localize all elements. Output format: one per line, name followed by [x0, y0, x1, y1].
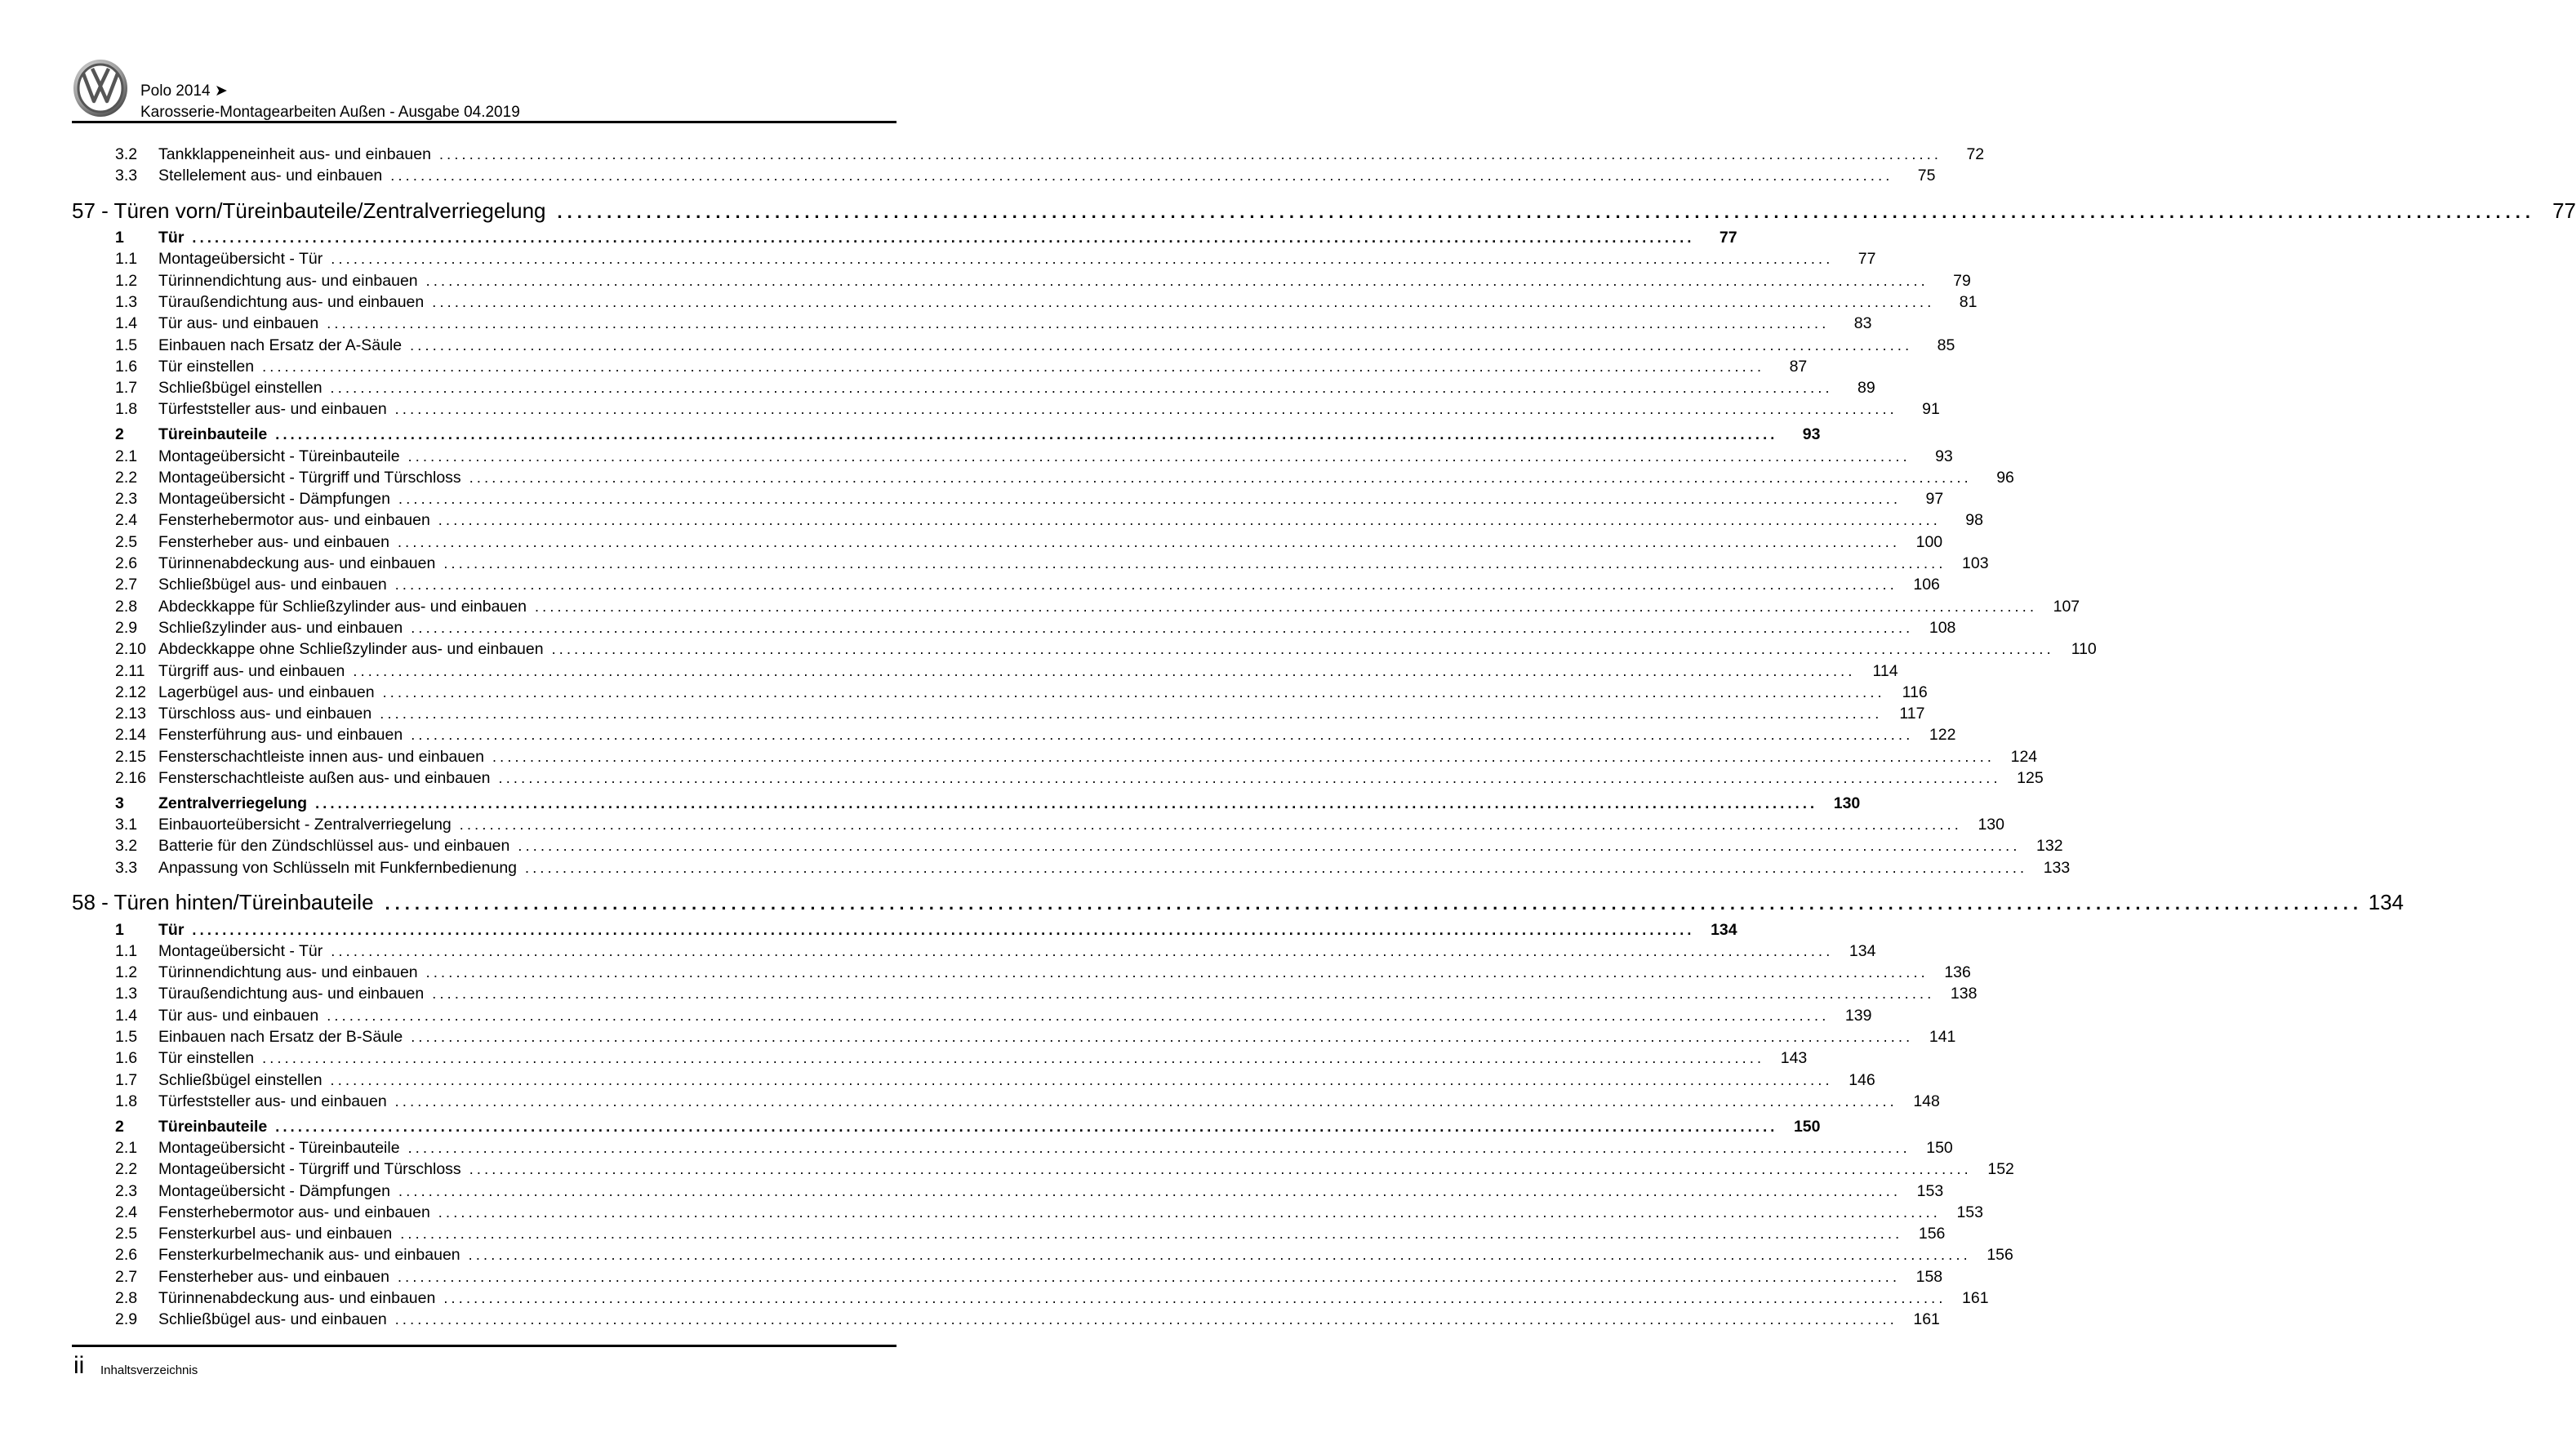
toc-section[interactable] [72, 424, 1821, 445]
toc-entry[interactable] [72, 1047, 1808, 1069]
toc-page-number: 114 [1872, 661, 1898, 680]
toc-page-number: 83 [1853, 314, 1872, 333]
toc-page-number: 156 [1918, 1225, 1946, 1243]
toc-entry[interactable] [72, 553, 1989, 574]
toc-title: Türaußendichtung aus- und einbauen [158, 985, 425, 1003]
toc-entry[interactable] [72, 703, 1925, 724]
toc-entry[interactable] [72, 165, 1936, 186]
toc-title: Fensterkurbel aus- und einbauen [158, 1225, 393, 1243]
dot-leader: ........................................................................................................................................................................................................ [551, 641, 2054, 658]
toc-number: 3.3 [115, 858, 138, 877]
toc-page-number: 77 [1857, 250, 1876, 269]
toc-entry[interactable] [72, 144, 1985, 165]
toc-entry[interactable] [72, 1309, 1940, 1330]
toc-entry[interactable] [72, 488, 1944, 509]
dot-leader: ........................................................................................................................................................................................................ [331, 942, 1834, 959]
toc-title: Tür aus- und einbauen [158, 314, 319, 333]
document-title: Polo 2014 ➤ [140, 82, 228, 100]
toc-page-number: 132 [2036, 837, 2063, 856]
toc-page-number: 116 [1902, 683, 1928, 701]
dot-leader: ........................................................................................................................................................................................................ [385, 893, 2364, 914]
toc-page-number: 96 [1996, 468, 2014, 487]
toc-title: Montageübersicht - Türeinbauteile [158, 447, 400, 465]
dot-leader: ........................................................................................................................................................................................................ [432, 293, 1935, 310]
dot-leader: ........................................................................................................................................................................................................ [398, 491, 1902, 508]
toc-entry[interactable] [72, 660, 1898, 682]
dot-leader: ........................................................................................................................................................................................................ [468, 1247, 1971, 1264]
toc-title: Türinnenabdeckung aus- und einbauen [158, 554, 436, 573]
toc-title: Abdeckkappe ohne Schließzylinder aus- und einbauen [158, 640, 544, 659]
footer-divider [72, 1345, 896, 1347]
toc-number: 2.7 [115, 576, 138, 594]
toc-entry[interactable] [72, 1287, 1989, 1309]
toc-title: Türinnendichtung aus- und einbauen [158, 271, 418, 290]
toc-entry[interactable] [72, 1202, 1983, 1223]
toc-page-number: 117 [1899, 705, 1925, 723]
toc-number: 2.8 [115, 1289, 138, 1308]
dot-leader: ........................................................................................................................................................................................................ [331, 251, 1834, 268]
toc-page-number: 72 [1966, 145, 1985, 163]
toc-number: 1.6 [115, 1049, 138, 1068]
toc-page-number: 146 [1849, 1070, 1875, 1089]
toc-entry[interactable] [72, 1070, 1875, 1091]
toc-entry[interactable] [72, 248, 1876, 269]
dot-leader: ........................................................................................................................................................................................................ [380, 705, 1883, 723]
toc-entry[interactable] [72, 270, 1971, 291]
toc-entry[interactable] [72, 1266, 1943, 1287]
toc-entry[interactable] [72, 398, 1940, 420]
toc-page-number: 143 [1780, 1049, 1808, 1068]
toc-entry[interactable] [72, 983, 1978, 1004]
toc-title: Montageübersicht - Tür [158, 250, 323, 269]
dot-leader: ........................................................................................................................................................................................................ [330, 1071, 1833, 1088]
toc-page-number: 130 [1978, 816, 2004, 834]
toc-page-number: 133 [2043, 858, 2071, 877]
toc-page-number: 138 [1950, 985, 1978, 1003]
toc-number: 2.13 [115, 705, 146, 723]
dot-leader: ........................................................................................................................................................................................................ [425, 964, 1929, 981]
toc-number: 3.2 [115, 837, 138, 856]
toc-page-number: 130 [1833, 794, 1861, 812]
toc-section[interactable] [72, 919, 1737, 941]
toc-entry[interactable] [72, 1223, 1946, 1244]
toc-title: Tür [158, 229, 185, 247]
toc-entry[interactable] [72, 835, 2063, 856]
toc-title: Montageübersicht - Tür [158, 941, 323, 960]
dot-leader: ........................................................................................................................................................................................................ [192, 229, 1695, 247]
toc-page-number: 122 [1929, 726, 1956, 745]
dot-leader: ........................................................................................................................................................................................................ [534, 598, 2038, 615]
toc-entry[interactable] [72, 962, 1971, 983]
toc-page-number: 134 [1849, 941, 1876, 960]
toc-entry[interactable] [72, 574, 1940, 595]
toc-entry[interactable] [72, 1181, 1944, 1202]
toc-entry[interactable] [72, 1005, 1872, 1026]
toc-page-number: 150 [1926, 1138, 1953, 1157]
toc-page-number: 87 [1789, 357, 1808, 376]
toc-page-number: 91 [1922, 400, 1940, 419]
dot-leader: ........................................................................................................................................................................................................ [400, 1225, 1903, 1243]
toc-page-number: 161 [1913, 1310, 1940, 1329]
toc-number: 2.5 [115, 1225, 138, 1243]
toc-entry[interactable] [72, 1091, 1940, 1112]
toc-entry[interactable] [72, 767, 2044, 789]
toc-entry[interactable] [72, 313, 1872, 334]
toc-number: 2.5 [115, 532, 138, 551]
dot-leader: ........................................................................................................................................................................................................ [394, 401, 1898, 418]
dot-leader: ........................................................................................................................................................................................................ [438, 146, 1942, 162]
toc-page-number: 134 [1711, 920, 1737, 939]
toc-entry[interactable] [72, 531, 1943, 553]
dot-leader: ........................................................................................................................................................................................................ [498, 770, 2001, 787]
toc-title: 58 - Türen hinten/Türeinbauteile [72, 890, 374, 914]
toc-number: 1.8 [115, 400, 138, 419]
toc-title: Montageübersicht - Türgriff und Türschloss [158, 1160, 461, 1179]
toc-entry[interactable] [72, 335, 1955, 356]
toc-number: 1.5 [115, 1027, 138, 1046]
toc-number: 1.7 [115, 1070, 138, 1089]
toc-title: Einbauorteübersicht - Zentralverriegelung [158, 816, 452, 834]
toc-title: Fensterheber aus- und einbauen [158, 1267, 389, 1286]
toc-number: 2.3 [115, 1181, 138, 1200]
toc-page-number: 134 [2368, 890, 2405, 914]
toc-entry[interactable] [72, 1026, 1956, 1047]
toc-number: 1.5 [115, 336, 138, 354]
dot-leader: ........................................................................................................................................................................................................ [330, 380, 1833, 397]
toc-title: Tür [158, 920, 185, 939]
dot-leader: ........................................................................................................................................................................................................ [438, 512, 1941, 529]
dot-leader: ........................................................................................................................................................................................................ [398, 1182, 1902, 1199]
toc-number: 3.3 [115, 167, 138, 185]
toc-number: 1.4 [115, 314, 138, 333]
toc-page-number: 93 [1935, 447, 1953, 465]
toc-page-number: 77 [1719, 229, 1737, 247]
table-of-contents [72, 144, 2576, 1331]
toc-page-number: 97 [1925, 490, 1944, 509]
toc-title: Zentralverriegelung [158, 794, 308, 812]
toc-number: 2.6 [115, 1246, 138, 1265]
toc-number: 2.14 [115, 726, 146, 745]
toc-number: 1.1 [115, 941, 138, 960]
toc-number: 2.3 [115, 490, 138, 509]
toc-title: Montageübersicht - Türgriff und Türschloss [158, 468, 461, 487]
dot-leader: ........................................................................................................................................................................................................ [469, 469, 1972, 486]
dot-leader: ........................................................................................................................................................................................................ [525, 859, 2028, 876]
toc-page-number: 148 [1913, 1092, 1940, 1110]
toc-number: 2.4 [115, 1203, 138, 1221]
toc-section[interactable] [72, 227, 1737, 248]
toc-title: Schließbügel aus- und einbauen [158, 576, 387, 594]
toc-page-number: 98 [1965, 511, 1983, 530]
toc-entry[interactable] [72, 291, 1978, 313]
toc-page-number: 103 [1962, 554, 1989, 573]
toc-title: Montageübersicht - Türeinbauteile [158, 1138, 400, 1157]
dot-leader: ........................................................................................................................................................................................................ [315, 794, 1818, 812]
dot-leader: ........................................................................................................................................................................................................ [407, 1139, 1911, 1156]
toc-number: 2.10 [115, 640, 146, 659]
toc-number: 1.6 [115, 357, 138, 376]
toc-entry[interactable] [72, 377, 1875, 398]
toc-title: Türfeststeller aus- und einbauen [158, 400, 387, 419]
toc-entry[interactable] [72, 724, 1956, 745]
toc-page-number: 108 [1929, 618, 1956, 637]
dot-leader: ........................................................................................................................................................................................................ [262, 358, 1765, 375]
toc-title: Anpassung von Schlüsseln mit Funkfernbedienung [158, 858, 518, 877]
dot-leader: ........................................................................................................................................................................................................ [407, 447, 1911, 465]
toc-number: 2.1 [115, 447, 138, 465]
toc-entry[interactable] [72, 1244, 2013, 1265]
toc-page-number: 79 [1953, 271, 1971, 290]
toc-page-number: 153 [1956, 1203, 1983, 1221]
dot-leader: ........................................................................................................................................................................................................ [262, 1050, 1765, 1067]
toc-title: Montageübersicht - Dämpfungen [158, 1181, 390, 1200]
toc-page-number: 110 [2071, 640, 2097, 659]
toc-page-number: 75 [1917, 167, 1936, 185]
toc-number: 1.8 [115, 1092, 138, 1110]
dot-leader: ........................................................................................................................................................................................................ [397, 533, 1901, 550]
dot-leader: ........................................................................................................................................................................................................ [425, 272, 1929, 289]
dot-leader: ........................................................................................................................................................................................................ [397, 1268, 1901, 1285]
toc-page-number: 156 [1987, 1246, 2013, 1265]
toc-number: 2 [115, 1117, 124, 1136]
toc-number: 1 [115, 229, 124, 247]
dot-leader: ........................................................................................................................................................................................................ [394, 576, 1898, 594]
toc-entry[interactable] [72, 1158, 2014, 1180]
toc-number: 1 [115, 920, 124, 939]
toc-title: Fensterkurbelmechanik aus- und einbauen [158, 1246, 460, 1265]
toc-title: Türaußendichtung aus- und einbauen [158, 292, 425, 311]
toc-number: 2.9 [115, 618, 138, 637]
toc-title: Fensterhebermotor aus- und einbauen [158, 1203, 430, 1221]
toc-number: 3.2 [115, 145, 138, 163]
toc-title: Batterie für den Zündschlüssel aus- und einbauen [158, 837, 510, 856]
header-divider [72, 121, 896, 123]
toc-entry[interactable] [72, 638, 2097, 660]
toc-page-number: 141 [1929, 1027, 1956, 1046]
toc-number: 2.2 [115, 468, 138, 487]
toc-number: 2.15 [115, 747, 146, 766]
dot-leader: ........................................................................................................................................................................................................ [432, 985, 1935, 1003]
toc-number: 2.1 [115, 1138, 138, 1157]
toc-title: Tür einstellen [158, 357, 255, 376]
toc-number: 1.2 [115, 271, 138, 290]
toc-number: 1.2 [115, 963, 138, 982]
toc-entry[interactable] [72, 509, 1983, 531]
dot-leader: ........................................................................................................................................................................................................ [411, 727, 1914, 744]
dot-leader: ........................................................................................................................................................................................................ [394, 1311, 1898, 1328]
dot-leader: ........................................................................................................................................................................................................ [410, 336, 1913, 354]
toc-title: Stellelement aus- und einbauen [158, 167, 383, 185]
toc-number: 3.1 [115, 816, 138, 834]
dot-leader: ........................................................................................................................................................................................................ [411, 1028, 1914, 1045]
toc-page-number: 81 [1959, 292, 1978, 311]
dot-leader: ........................................................................................................................................................................................................ [327, 1007, 1830, 1024]
dot-leader: ........................................................................................................................................................................................................ [492, 748, 1995, 765]
toc-number: 1.1 [115, 250, 138, 269]
toc-title: Tür einstellen [158, 1049, 255, 1068]
footer-label: Inhaltsverzeichnis [100, 1363, 198, 1377]
dot-leader: ........................................................................................................................................................................................................ [443, 1290, 1946, 1307]
toc-number: 1.7 [115, 379, 138, 398]
vw-logo [72, 59, 129, 118]
toc-entry[interactable] [72, 746, 2038, 767]
toc-entry[interactable] [72, 356, 1808, 377]
toc-number: 2.4 [115, 511, 138, 530]
toc-entry[interactable] [72, 467, 2014, 488]
dot-leader: ........................................................................................................................................................................................................ [275, 426, 1778, 443]
toc-page-number: 85 [1937, 336, 1955, 354]
toc-chapter[interactable] [72, 889, 2405, 915]
toc-number: 1.3 [115, 292, 138, 311]
toc-entry[interactable] [72, 596, 2080, 617]
toc-section[interactable] [72, 793, 1861, 814]
toc-number: 1.4 [115, 1006, 138, 1025]
dot-leader: ........................................................................................................................................................................................................ [411, 619, 1914, 636]
toc-title: Schließbügel einstellen [158, 379, 323, 398]
toc-title: 57 - Türen vorn/Türeinbauteile/Zentralverriegelung [72, 198, 546, 223]
toc-page-number: 150 [1793, 1117, 1821, 1136]
toc-page-number: 100 [1915, 532, 1943, 551]
toc-title: Türeinbauteile [158, 1117, 268, 1136]
toc-title: Lagerbügel aus- und einbauen [158, 683, 375, 701]
toc-title: Schließbügel einstellen [158, 1070, 323, 1089]
toc-title: Tür aus- und einbauen [158, 1006, 319, 1025]
toc-number: 3 [115, 794, 124, 812]
toc-entry[interactable] [72, 1137, 1953, 1158]
dot-leader: ........................................................................................................................................................................................................ [518, 838, 2021, 855]
toc-number: 2.16 [115, 769, 146, 788]
toc-entry[interactable] [72, 857, 2071, 878]
toc-entry[interactable] [72, 617, 1956, 638]
toc-page-number: 93 [1802, 425, 1821, 444]
toc-number: 2.9 [115, 1310, 138, 1329]
dot-leader: ........................................................................................................................................................................................................ [394, 1092, 1898, 1110]
document-subtitle: Karosserie-Montagearbeiten Außen - Ausgabe 04.2019 [140, 104, 520, 121]
dot-leader: ........................................................................................................................................................................................................ [353, 662, 1856, 679]
toc-title: Türfeststeller aus- und einbauen [158, 1092, 387, 1110]
toc-number: 1.3 [115, 985, 138, 1003]
toc-page-number: 89 [1857, 379, 1875, 398]
dot-leader: ........................................................................................................................................................................................................ [275, 1118, 1778, 1135]
dot-leader: ........................................................................................................................................................................................................ [327, 315, 1830, 332]
toc-page-number: 153 [1916, 1181, 1944, 1200]
dot-leader: ........................................................................................................................................................................................................ [557, 201, 2535, 222]
toc-title: Türinnenabdeckung aus- und einbauen [158, 1289, 436, 1308]
toc-page-number: 77 [2552, 198, 2576, 223]
toc-title: Einbauen nach Ersatz der A-Säule [158, 336, 403, 354]
toc-title: Türinnendichtung aus- und einbauen [158, 963, 418, 982]
toc-title: Tankklappeneinheit aus- und einbauen [158, 145, 431, 163]
dot-leader: ........................................................................................................................................................................................................ [438, 1203, 1941, 1221]
toc-page-number: 161 [1962, 1289, 1989, 1308]
toc-title: Türeinbauteile [158, 425, 268, 444]
toc-title: Schließzylinder aus- und einbauen [158, 618, 403, 637]
toc-number: 2.2 [115, 1160, 138, 1179]
dot-leader: ........................................................................................................................................................................................................ [443, 555, 1946, 572]
toc-section[interactable] [72, 1116, 1821, 1137]
toc-chapter[interactable] [72, 198, 2576, 224]
toc-title: Türschloss aus- und einbauen [158, 705, 372, 723]
toc-number: 2.12 [115, 683, 146, 701]
toc-title: Türgriff aus- und einbauen [158, 661, 345, 680]
toc-title: Fensterschachtleiste außen aus- und einbauen [158, 769, 491, 788]
toc-entry[interactable] [72, 814, 2004, 835]
toc-title: Fensterhebermotor aus- und einbauen [158, 511, 430, 530]
toc-number: 2.7 [115, 1267, 138, 1286]
toc-page-number: 139 [1844, 1006, 1872, 1025]
toc-number: 2.8 [115, 597, 138, 616]
dot-leader: ........................................................................................................................................................................................................ [459, 816, 1962, 834]
toc-page-number: 107 [2053, 597, 2080, 616]
toc-title: Einbauen nach Ersatz der B-Säule [158, 1027, 403, 1046]
toc-title: Abdeckkappe für Schließzylinder aus- und einbauen [158, 597, 527, 616]
dot-leader: ........................................................................................................................................................................................................ [382, 683, 1885, 700]
dot-leader: ........................................................................................................................................................................................................ [192, 921, 1695, 938]
toc-entry[interactable] [72, 446, 1953, 467]
toc-entry[interactable] [72, 682, 1928, 703]
toc-number: 2 [115, 425, 124, 444]
toc-page-number: 152 [1987, 1160, 2014, 1179]
toc-page-number: 158 [1915, 1267, 1943, 1286]
toc-entry[interactable] [72, 941, 1876, 962]
dot-leader: ........................................................................................................................................................................................................ [469, 1161, 1972, 1178]
toc-title: Montageübersicht - Dämpfungen [158, 490, 390, 509]
toc-number: 2.6 [115, 554, 138, 573]
toc-page-number: 136 [1944, 963, 1971, 982]
toc-title: Fensterheber aus- und einbauen [158, 532, 389, 551]
toc-page-number: 125 [2017, 769, 2044, 788]
toc-title: Schließbügel aus- und einbauen [158, 1310, 387, 1329]
toc-page-number: 106 [1913, 576, 1940, 594]
page-number: ii [73, 1352, 85, 1379]
dot-leader: ........................................................................................................................................................................................................ [390, 167, 1893, 185]
toc-title: Fensterführung aus- und einbauen [158, 726, 403, 745]
toc-number: 2.11 [115, 661, 145, 680]
toc-page-number: 124 [2010, 747, 2038, 766]
toc-title: Fensterschachtleiste innen aus- und einbauen [158, 747, 484, 766]
